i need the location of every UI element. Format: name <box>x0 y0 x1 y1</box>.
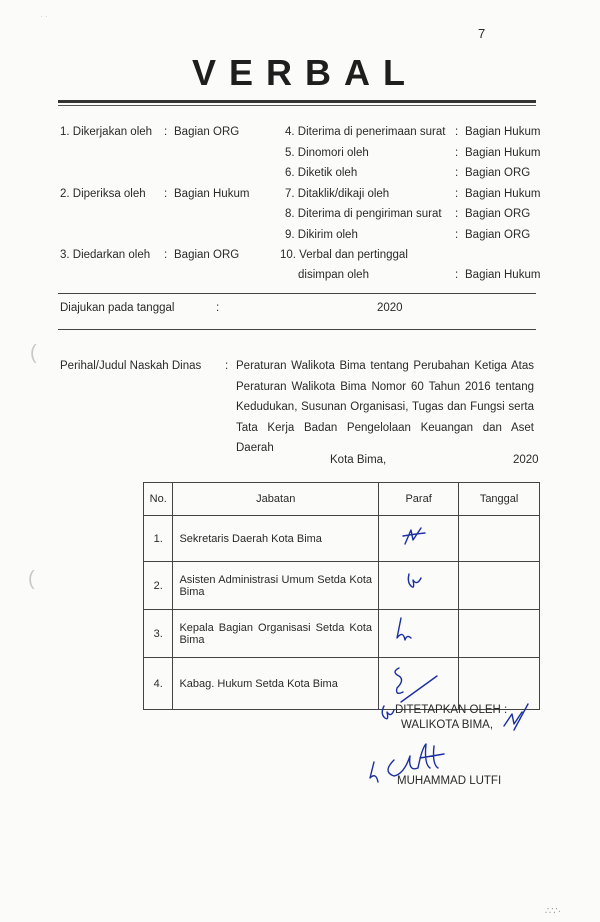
left-step-label: 2. Diperiksa oleh <box>60 188 146 200</box>
right-step-label: 8. Diterima di pengiriman surat <box>285 208 442 220</box>
paraf-signature <box>393 616 423 648</box>
table-header-row <box>144 483 540 516</box>
row-paraf-cell <box>379 610 459 658</box>
right-step-label: 10. Verbal dan pertinggal <box>280 249 408 261</box>
table-row <box>144 516 540 562</box>
header-no: No. <box>144 483 173 516</box>
scan-punch-hole: ( <box>30 342 37 364</box>
approval-table <box>143 482 540 710</box>
left-step-separator: : <box>164 126 168 138</box>
header-jabatan: Jabatan <box>173 483 379 516</box>
row-jabatan: Sekretaris Daerah Kota Bima <box>173 516 379 562</box>
paraf-signature <box>387 662 447 706</box>
mayor-title: WALIKOTA BIMA, <box>401 719 494 731</box>
right-step-separator: : <box>455 269 459 281</box>
table-row <box>144 658 540 710</box>
right-step-label: 4. Diterima di penerimaan surat <box>285 126 446 138</box>
right-step-separator: : <box>455 229 459 241</box>
right-step-separator: : <box>455 147 459 159</box>
row-paraf-cell <box>379 516 459 562</box>
perihal-text: Peraturan Walikota Bima tentang Perubahan Ketiga Atas Peraturan Walikota Bima Nomor 60 Tahun 2016 tentang Kedudukan, Susunan Organisasi, Tugas dan Fungsi serta Tata Kerja Badan Pengelolaan Keuangan dan Aset Daerah <box>236 360 534 454</box>
perihal-label: Perihal/Judul Naskah Dinas <box>60 360 202 372</box>
scan-smudge: · · <box>40 12 48 21</box>
table-row <box>144 562 540 610</box>
document-title: VERBAL <box>191 52 418 93</box>
initial-signature <box>500 700 534 734</box>
page-number: 7 <box>478 26 486 41</box>
place-name: Kota Bima, <box>330 454 387 466</box>
row-jabatan: Kabag. Hukum Setda Kota Bima <box>173 658 379 710</box>
row-tanggal <box>459 562 540 610</box>
table-row <box>144 610 540 658</box>
left-step-label: 3. Diedarkan oleh <box>60 249 151 261</box>
left-step-value: Bagian ORG <box>174 126 240 138</box>
established-by: DITETAPKAN OLEH : <box>395 704 508 716</box>
right-step-separator: : <box>455 188 459 200</box>
submission-date-separator: : <box>216 302 220 314</box>
header-paraf: Paraf <box>379 483 459 516</box>
right-step-value: Bagian ORG <box>465 167 531 179</box>
paraf-signature <box>403 570 427 594</box>
perihal-separator: : <box>225 360 229 372</box>
row-jabatan: Kepala Bagian Organisasi Setda Kota Bima <box>173 610 379 658</box>
section-divider <box>58 293 536 294</box>
left-step-value: Bagian Hukum <box>174 188 250 200</box>
right-step-value: Bagian Hukum <box>465 126 541 138</box>
row-paraf-cell <box>379 562 459 610</box>
right-step-value: Bagian Hukum <box>465 269 541 281</box>
right-step-value: Bagian Hukum <box>465 188 541 200</box>
row-number: 3. <box>144 610 173 658</box>
left-step-separator: : <box>164 249 168 261</box>
title-rule-thin <box>58 105 536 106</box>
row-number: 4. <box>144 658 173 710</box>
right-step-separator: : <box>455 167 459 179</box>
row-jabatan: Asisten Administrasi Umum Setda Kota Bima <box>173 562 379 610</box>
right-step-label: 6. Diketik oleh <box>285 167 358 179</box>
right-step-separator: : <box>455 208 459 220</box>
right-step-label: 5. Dinomori oleh <box>285 147 369 159</box>
row-tanggal <box>459 610 540 658</box>
submission-date-label: Diajukan pada tanggal <box>60 302 175 314</box>
right-step-label: 9. Dikirim oleh <box>285 229 358 241</box>
left-step-separator: : <box>164 188 168 200</box>
header-tanggal: Tanggal <box>459 483 540 516</box>
title-rule-thick <box>58 100 536 103</box>
submission-year: 2020 <box>377 302 403 314</box>
section-divider <box>58 329 536 330</box>
right-step-value: Bagian Hukum <box>465 147 541 159</box>
left-step-value: Bagian ORG <box>174 249 240 261</box>
right-step-separator: : <box>455 126 459 138</box>
left-step-label: 1. Dikerjakan oleh <box>60 126 153 138</box>
mayor-name: MUHAMMAD LUTFI <box>397 775 502 787</box>
place-year: 2020 <box>513 454 539 466</box>
row-number: 1. <box>144 516 173 562</box>
scan-punch-hole: ( <box>28 568 35 590</box>
right-step-label: 7. Ditaklik/dikaji oleh <box>285 188 390 200</box>
right-step-value: Bagian ORG <box>465 229 531 241</box>
right-step-value: Bagian ORG <box>465 208 531 220</box>
paraf-signature <box>401 524 431 550</box>
row-number: 2. <box>144 562 173 610</box>
scan-smudge: ∴∵· <box>545 906 562 917</box>
right-step-label-continued: disimpan oleh <box>298 269 369 281</box>
row-paraf-cell <box>379 658 459 710</box>
row-tanggal <box>459 516 540 562</box>
